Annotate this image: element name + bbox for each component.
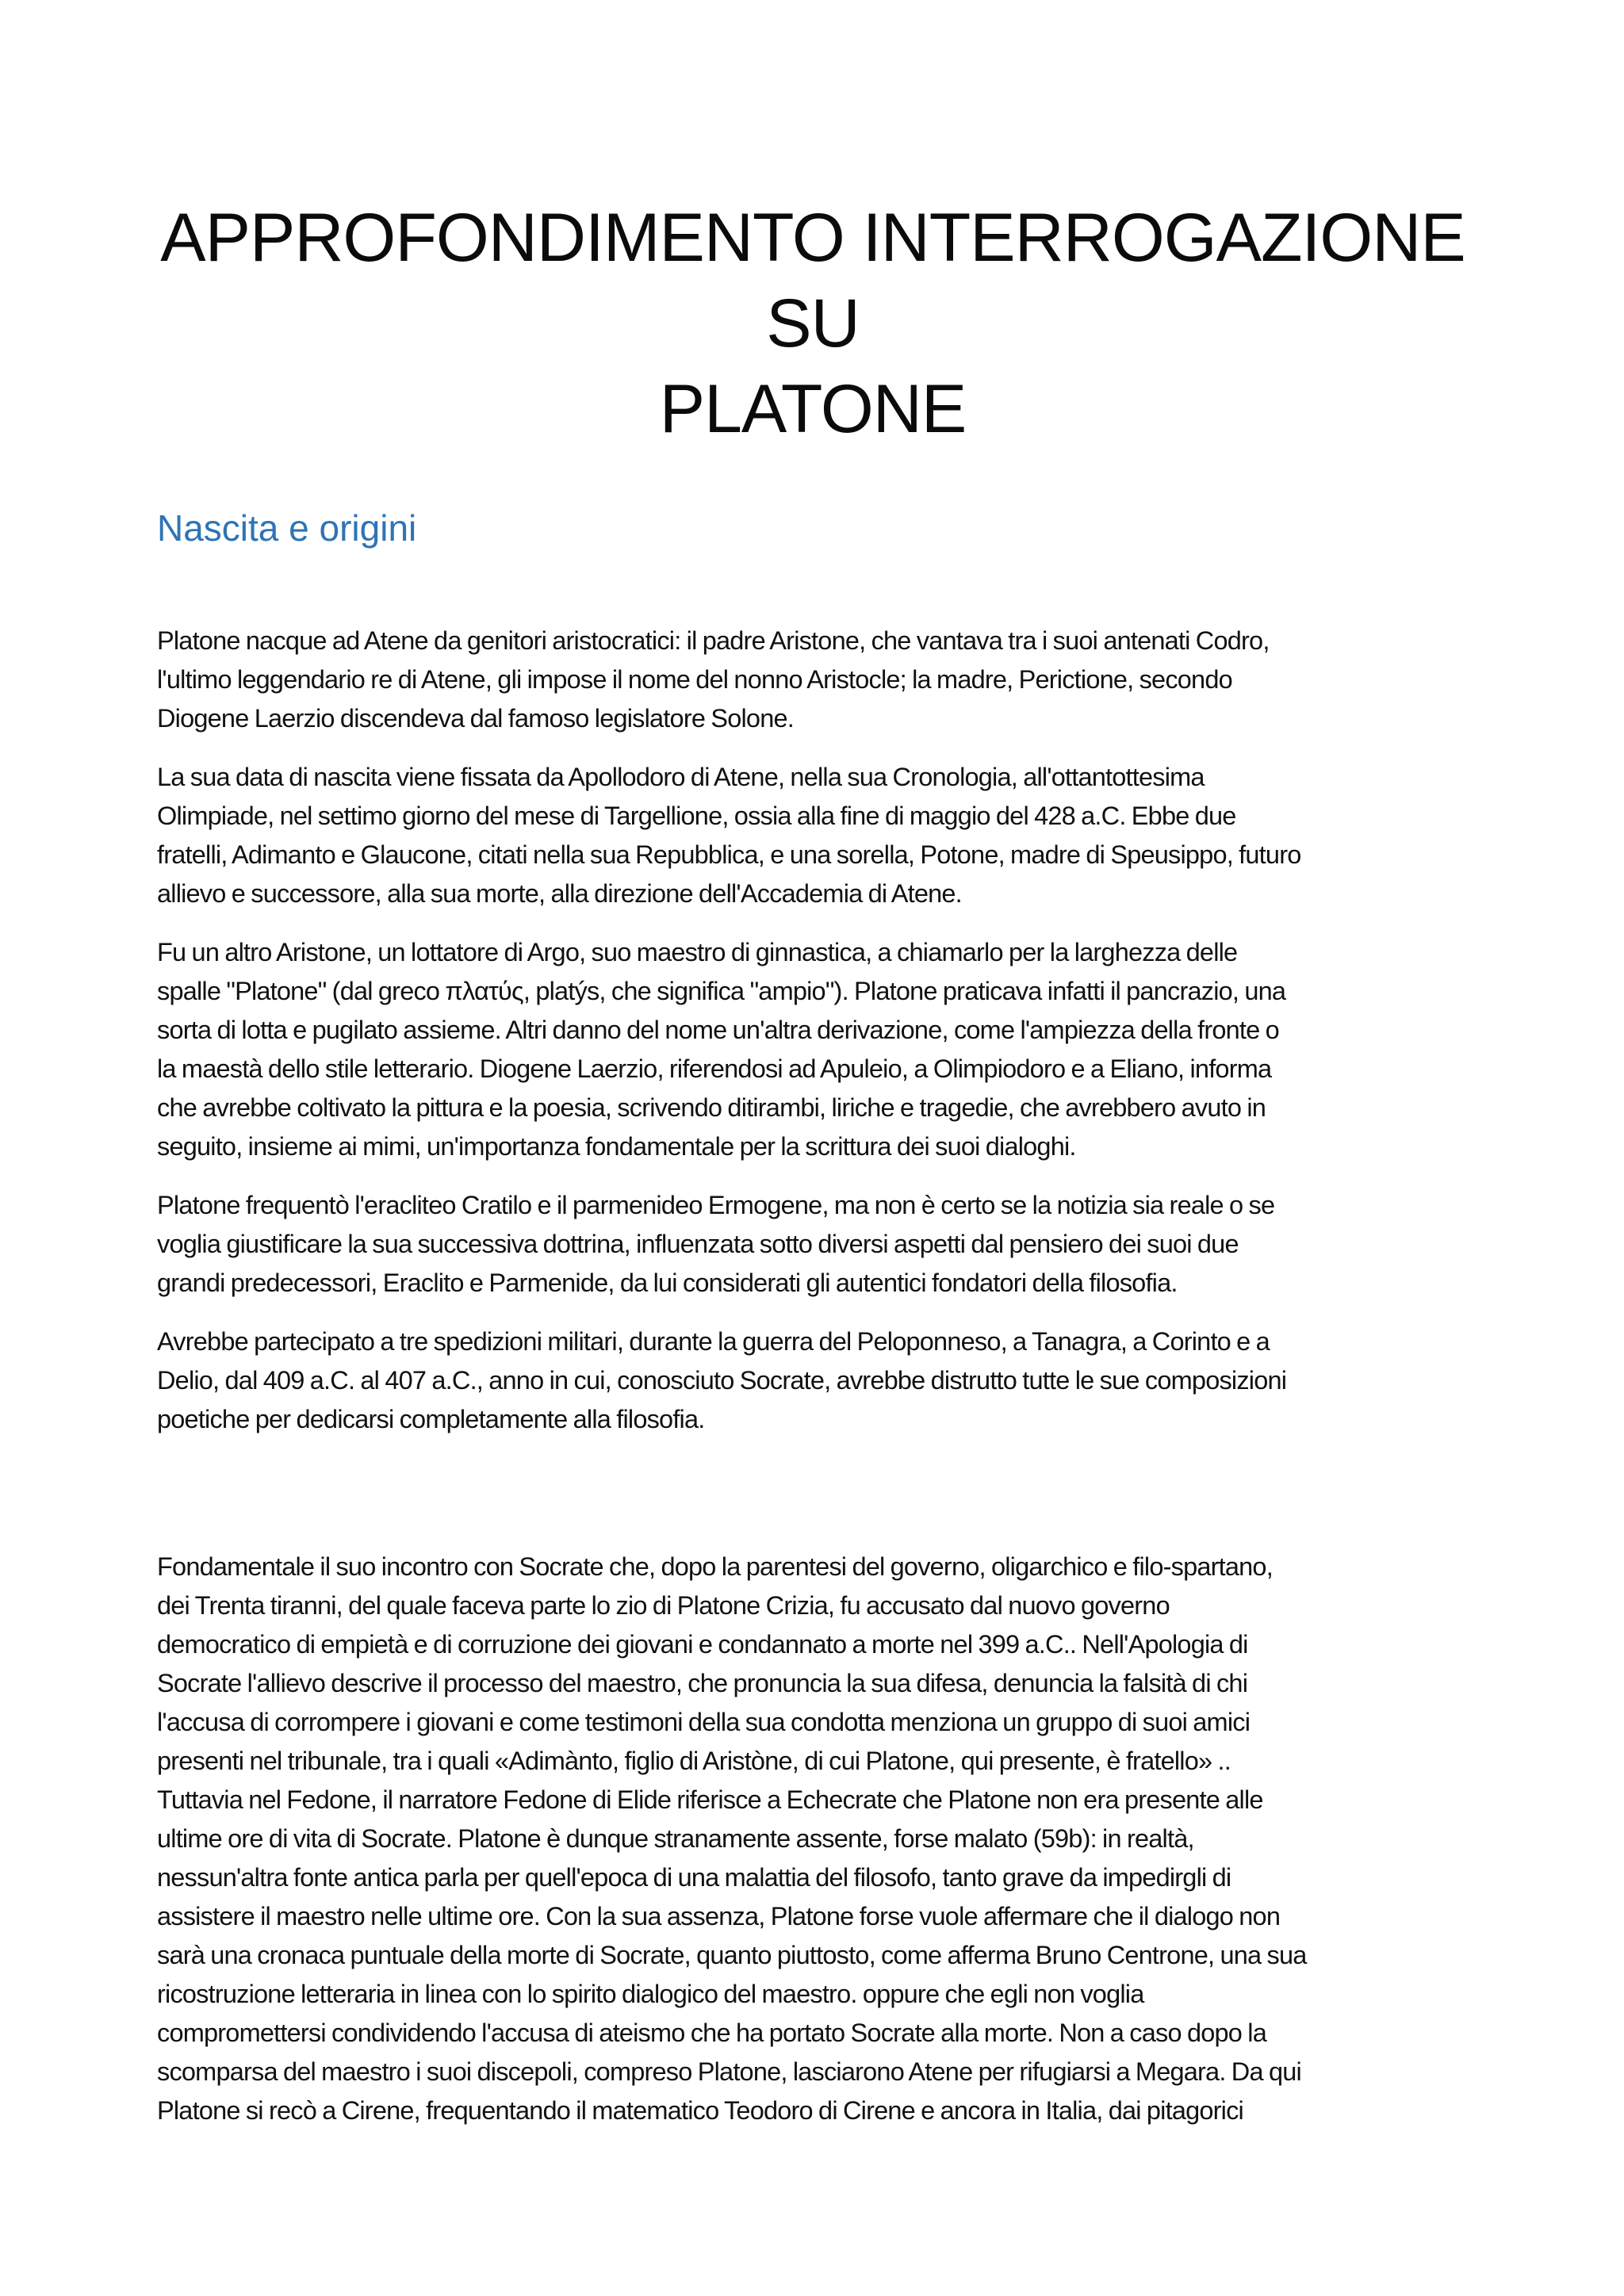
paragraph-line: voglia giustificare la sua successiva dottrina, influenzata sotto diversi aspetti dal pensiero dei suoi due: [157, 1230, 1239, 1258]
paragraph-line: allievo e successore, alla sua morte, alla direzione dell'Accademia di Atene.: [157, 879, 962, 908]
paragraph-line: ultime ore di vita di Socrate. Platone è dunque stranamente assente, forse malato (59b): in realtà,: [157, 1824, 1194, 1853]
paragraph-line: Platone frequentò l'eracliteo Cratilo e il parmenideo Ermogene, ma non è certo se la notizia sia reale o se: [157, 1191, 1275, 1219]
paragraph-line: Avrebbe partecipato a tre spedizioni militari, durante la guerra del Peloponneso, a Tanagra, a Corinto e a: [157, 1327, 1270, 1356]
paragraph-line: grandi predecessori, Eraclito e Parmenide, da lui considerati gli autentici fondatori della filosofia.: [157, 1269, 1178, 1297]
paragraph-line: dei Trenta tiranni, del quale faceva parte lo zio di Platone Crizia, fu accusato dal nuovo governo: [157, 1591, 1170, 1620]
paragraph-5: [157, 1322, 1489, 1439]
paragraph-line: assistere il maestro nelle ultime ore. Con la sua assenza, Platone forse vuole affermare che il dialogo non: [157, 1902, 1281, 1931]
paragraph-1: [157, 622, 1489, 738]
title-line-2: PLATONE: [659, 371, 967, 447]
paragraph-2: [157, 758, 1489, 913]
paragraph-line: Platone si recò a Cirene, frequentando il matematico Teodoro di Cirene e ancora in Italia, dai pitagorici: [157, 2096, 1243, 2125]
paragraph-line: Platone nacque ad Atene da genitori aristocratici: il padre Aristone, che vantava tra i suoi antenati Codro,: [157, 626, 1270, 655]
document-title: [127, 195, 1499, 452]
paragraph-line: Tuttavia nel Fedone, il narratore Fedone di Elide riferisce a Echecrate che Platone non era presente alle: [157, 1785, 1263, 1814]
paragraph-line: la maestà dello stile letterario. Diogene Laerzio, riferendosi ad Apuleio, a Olimpiodoro e a Eliano, informa: [157, 1054, 1272, 1083]
paragraph-line: Olimpiade, nel settimo giorno del mese di Targellione, ossia alla fine di maggio del 428 a.C. Ebbe due: [157, 802, 1236, 830]
paragraph-line: Socrate l'allievo descrive il processo del maestro, che pronuncia la sua difesa, denuncia la falsità di chi: [157, 1669, 1248, 1697]
paragraph-line: spalle "Platone" (dal greco πλατύς, platýs, che significa "ampio"). Platone praticava infatti il pancrazio, una: [157, 977, 1286, 1005]
paragraph-line: nessun'altra fonte antica parla per quell'epoca di una malattia del filosofo, tanto grave da impedirgli di: [157, 1863, 1231, 1892]
paragraph-line: Diogene Laerzio discendeva dal famoso legislatore Solone.: [157, 704, 794, 733]
section-heading: Nascita e origini: [157, 507, 417, 549]
paragraph-3: [157, 933, 1489, 1166]
paragraph-6: [157, 1548, 1489, 2130]
paragraph-4: [157, 1186, 1489, 1303]
paragraph-line: sarà una cronaca puntuale della morte di Socrate, quanto piuttosto, come afferma Bruno Centrone, una sua: [157, 1941, 1307, 1969]
paragraph-line: seguito, insieme ai mimi, un'importanza fondamentale per la scrittura dei suoi dialoghi.: [157, 1132, 1076, 1161]
paragraph-line: La sua data di nascita viene fissata da Apollodoro di Atene, nella sua Cronologia, all'ottantottesima: [157, 763, 1205, 791]
paragraph-line: Fu un altro Aristone, un lottatore di Argo, suo maestro di ginnastica, a chiamarlo per la larghezza delle: [157, 938, 1238, 966]
paragraph-line: democratico di empietà e di corruzione dei giovani e condannato a morte nel 399 a.C.. Nell'Apologia di: [157, 1630, 1248, 1659]
paragraph-line: Delio, dal 409 a.C. al 407 a.C., anno in cui, conosciuto Socrate, avrebbe distrutto tutte le sue composizioni: [157, 1366, 1287, 1395]
paragraph-line: l'accusa di corrompere i giovani e come testimoni della sua condotta menziona un gruppo di suoi amici: [157, 1708, 1251, 1736]
paragraph-line: l'ultimo leggendario re di Atene, gli impose il nome del nonno Aristocle; la madre, Perictione, secondo: [157, 665, 1232, 694]
paragraph-line: scomparsa del maestro i suoi discepoli, compreso Platone, lasciarono Atene per rifugiarsi a Megara. Da qui: [157, 2057, 1301, 2086]
paragraph-line: Fondamentale il suo incontro con Socrate che, dopo la parentesi del governo, oligarchico e filo-spartano,: [157, 1552, 1273, 1581]
body-text-block-1: [157, 622, 1489, 1459]
paragraph-line: presenti nel tribunale, tra i quali «Adimànto, figlio di Aristòne, di cui Platone, qui presente, è fratello» ..: [157, 1747, 1231, 1775]
paragraph-line: che avrebbe coltivato la pittura e la poesia, scrivendo ditirambi, liriche e tragedie, che avrebbero avuto in: [157, 1093, 1266, 1122]
paragraph-line: ricostruzione letteraria in linea con lo spirito dialogico del maestro. oppure che egli non voglia: [157, 1980, 1144, 2008]
title-line-1: APPROFONDIMENTO INTERROGAZIONE SU: [160, 200, 1465, 362]
paragraph-line: fratelli, Adimanto e Glaucone, citati nella sua Repubblica, e una sorella, Potone, madre di Speusippo, futuro: [157, 840, 1301, 869]
paragraph-line: poetiche per dedicarsi completamente alla filosofia.: [157, 1405, 705, 1433]
paragraph-line: compromettersi condividendo l'accusa di ateismo che ha portato Socrate alla morte. Non a caso dopo la: [157, 2019, 1266, 2047]
paragraph-line: sorta di lotta e pugilato assieme. Altri danno del nome un'altra derivazione, come l'ampiezza della fronte o: [157, 1016, 1279, 1044]
body-text-block-2: [157, 1548, 1489, 2150]
